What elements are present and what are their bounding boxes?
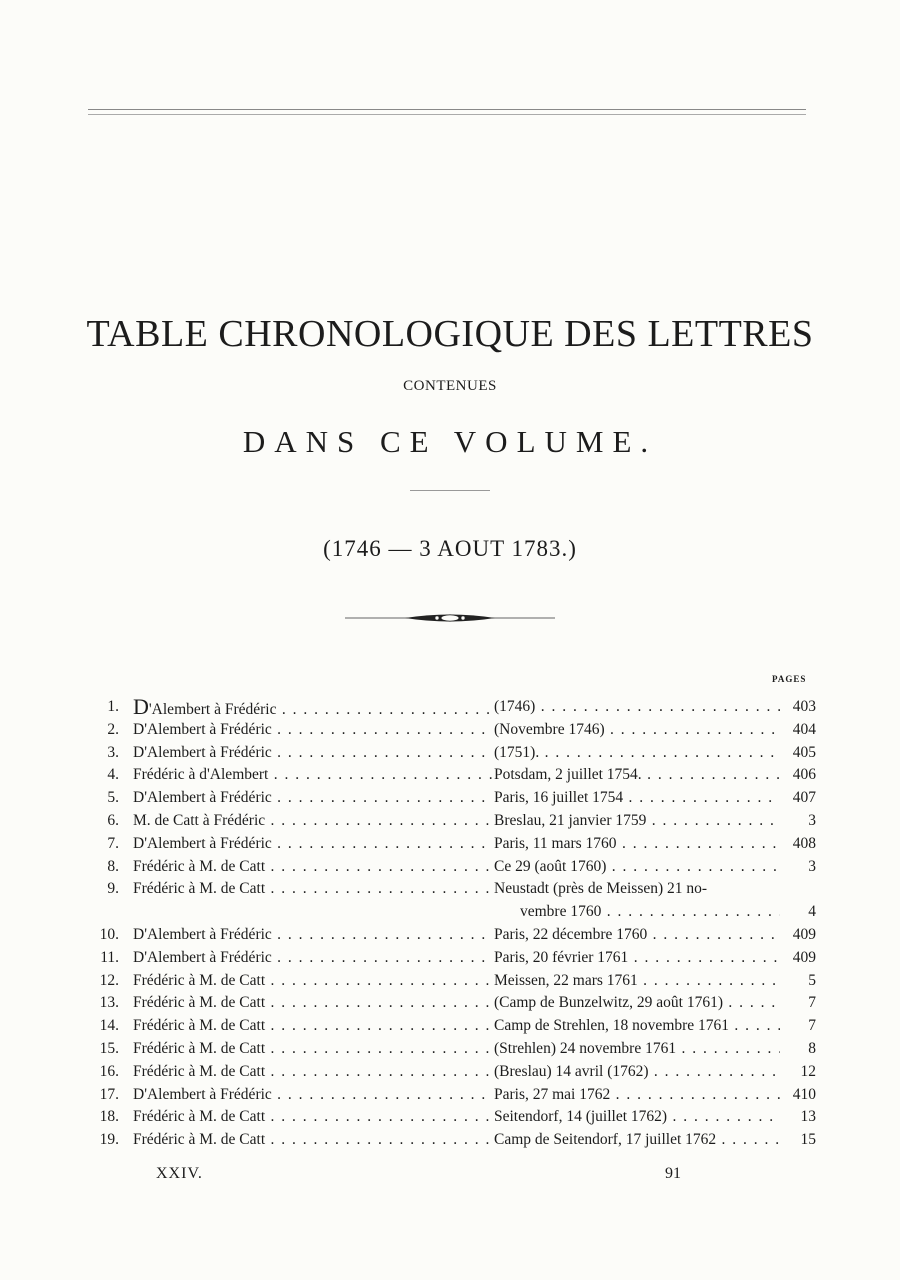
entry-correspondents: D'Alembert à Frédéric . . .	[133, 696, 493, 722]
table-row	[90, 970, 816, 993]
entry-page: 404	[792, 720, 816, 738]
entry-page: 4	[808, 903, 816, 921]
entry-place-date: Camp de Seitendorf, 17 juillet 1762 . . .	[494, 1129, 780, 1152]
entry-place-date: Meissen, 22 mars 1761 . . .	[494, 970, 780, 993]
entry-number: 4.	[107, 766, 119, 784]
table-row	[90, 1129, 816, 1152]
entry-page: 409	[792, 948, 816, 966]
entry-number: 18.	[99, 1108, 119, 1126]
drop-cap: D	[133, 696, 149, 719]
entry-correspondents: Frédéric à M. de Catt . . .	[133, 1015, 493, 1038]
entry-page: 3	[808, 811, 816, 829]
table-row	[90, 992, 816, 1015]
table-row	[90, 764, 816, 787]
entry-correspondents: Frédéric à M. de Catt . . .	[133, 878, 493, 901]
entry-number: 5.	[107, 789, 119, 807]
entry-place-date: Paris, 16 juillet 1754 . . .	[494, 787, 780, 810]
table-row	[90, 901, 816, 924]
entry-correspondents: Frédéric à M. de Catt . . .	[133, 1061, 493, 1084]
page-subtitle: CONTENUES	[403, 378, 497, 394]
top-double-rule	[88, 109, 806, 115]
entry-place-date: Breslau, 21 janvier 1759 . . .	[494, 810, 780, 833]
entry-correspondents: Frédéric à M. de Catt . . .	[133, 1129, 493, 1152]
entry-number: 11.	[100, 948, 119, 966]
entry-place-date: (Strehlen) 24 novembre 1761 . . .	[494, 1038, 780, 1061]
entry-page: 407	[792, 789, 816, 807]
entry-number: 6.	[107, 811, 119, 829]
entry-place-date: (Novembre 1746) . . .	[494, 719, 780, 742]
entry-place-date: vembre 1760 . . .	[520, 901, 780, 924]
table-row	[90, 856, 816, 879]
entry-correspondents: M. de Catt à Frédéric . . .	[133, 810, 493, 833]
entry-place-date: Paris, 20 février 1761 . . .	[494, 947, 780, 970]
entry-correspondents: D'Alembert à Frédéric . . .	[133, 1084, 493, 1107]
entry-page: 410	[792, 1085, 816, 1103]
entry-page: 3	[808, 857, 816, 875]
entry-correspondents: D'Alembert à Frédéric . . .	[133, 947, 493, 970]
table-row	[90, 924, 816, 947]
entry-page: 8	[808, 1039, 816, 1057]
table-row	[90, 742, 816, 765]
table-row	[90, 947, 816, 970]
entry-page: 403	[792, 698, 816, 715]
entry-page: 408	[792, 834, 816, 852]
entry-number: 14.	[99, 1017, 119, 1035]
entry-place-date: (Camp de Bunzelwitz, 29 août 1761) . . .	[494, 992, 780, 1015]
table-row	[90, 696, 816, 719]
entry-number: 9.	[107, 880, 119, 898]
entry-place-date: Camp de Strehlen, 18 novembre 1761 . . .	[494, 1015, 780, 1038]
entry-number: 13.	[99, 994, 119, 1012]
entry-number: 16.	[99, 1062, 119, 1080]
entry-place-date: (1746) . . .	[494, 696, 780, 719]
entry-correspondents: D'Alembert à Frédéric . . .	[133, 833, 493, 856]
table-row	[90, 1106, 816, 1129]
date-range: (1746 — 3 AOUT 1783.)	[323, 536, 577, 561]
entry-page: 5	[808, 971, 816, 989]
entry-page: 409	[792, 925, 816, 943]
entry-place-date: (Breslau) 14 avril (1762) . . .	[494, 1061, 780, 1084]
entry-number: 8.	[107, 857, 119, 875]
entry-correspondents: Frédéric à d'Alembert . . .	[133, 764, 493, 787]
entry-number: 12.	[99, 971, 119, 989]
entry-number: 3.	[107, 743, 119, 761]
ornament-divider-icon	[345, 610, 555, 626]
table-row	[90, 719, 816, 742]
page-title-secondary: DANS CE VOLUME.	[242, 424, 658, 459]
page-title: TABLE CHRONOLOGIQUE DES LETTRES	[86, 313, 814, 355]
chronological-table	[90, 696, 816, 1152]
entry-place-date: Paris, 22 décembre 1760 . . .	[494, 924, 780, 947]
entry-place-date: Ce 29 (août 1760) . . .	[494, 856, 780, 879]
entry-correspondents: D'Alembert à Frédéric . . .	[133, 719, 493, 742]
table-row	[90, 787, 816, 810]
entry-number: 1.	[107, 698, 119, 715]
entry-correspondents: Frédéric à M. de Catt . . .	[133, 1106, 493, 1129]
entry-page: 7	[808, 994, 816, 1012]
entry-number: 19.	[99, 1131, 119, 1149]
entry-page: 15	[800, 1131, 816, 1149]
entry-correspondents: Frédéric à M. de Catt . . .	[133, 992, 493, 1015]
entry-correspondents: Frédéric à M. de Catt . . .	[133, 1038, 493, 1061]
entry-page: 12	[800, 1062, 816, 1080]
table-row	[90, 1015, 816, 1038]
entry-place-date: Neustadt (près de Meissen) 21 no-	[494, 880, 708, 898]
entry-number: 17.	[99, 1085, 119, 1103]
entry-correspondents: Frédéric à M. de Catt . . .	[133, 856, 493, 879]
entry-number: 2.	[107, 720, 119, 738]
signature-mark: XXIV.	[156, 1165, 203, 1182]
entry-place-date: (1751). . . .	[494, 742, 780, 765]
entry-number: 7.	[107, 834, 119, 852]
entry-place-date: Seitendorf, 14 (juillet 1762) . . .	[494, 1106, 780, 1129]
entry-correspondents: D'Alembert à Frédéric . . .	[133, 742, 493, 765]
table-row	[90, 1061, 816, 1084]
table-row	[90, 878, 816, 901]
entry-correspondents: D'Alembert à Frédéric . . .	[133, 787, 493, 810]
entry-number: 10.	[99, 925, 119, 943]
table-row	[90, 1038, 816, 1061]
entry-correspondents: Frédéric à M. de Catt . . .	[133, 970, 493, 993]
entry-page: 405	[792, 743, 816, 761]
short-divider	[410, 490, 490, 491]
entry-correspondents: D'Alembert à Frédéric . . .	[133, 924, 493, 947]
entry-place-date: Paris, 27 mai 1762 . . .	[494, 1084, 780, 1107]
table-row	[90, 1084, 816, 1107]
table-row	[90, 833, 816, 856]
pages-column-header: PAGES	[772, 674, 807, 684]
table-row	[90, 810, 816, 833]
entry-place-date: Paris, 11 mars 1760 . . .	[494, 833, 780, 856]
entry-place-date: Potsdam, 2 juillet 1754. . . .	[494, 764, 780, 787]
sheet-number: 91	[665, 1165, 681, 1182]
entry-page: 7	[808, 1017, 816, 1035]
entry-page: 406	[792, 766, 816, 784]
entry-page: 13	[800, 1108, 816, 1126]
entry-number: 15.	[99, 1039, 119, 1057]
